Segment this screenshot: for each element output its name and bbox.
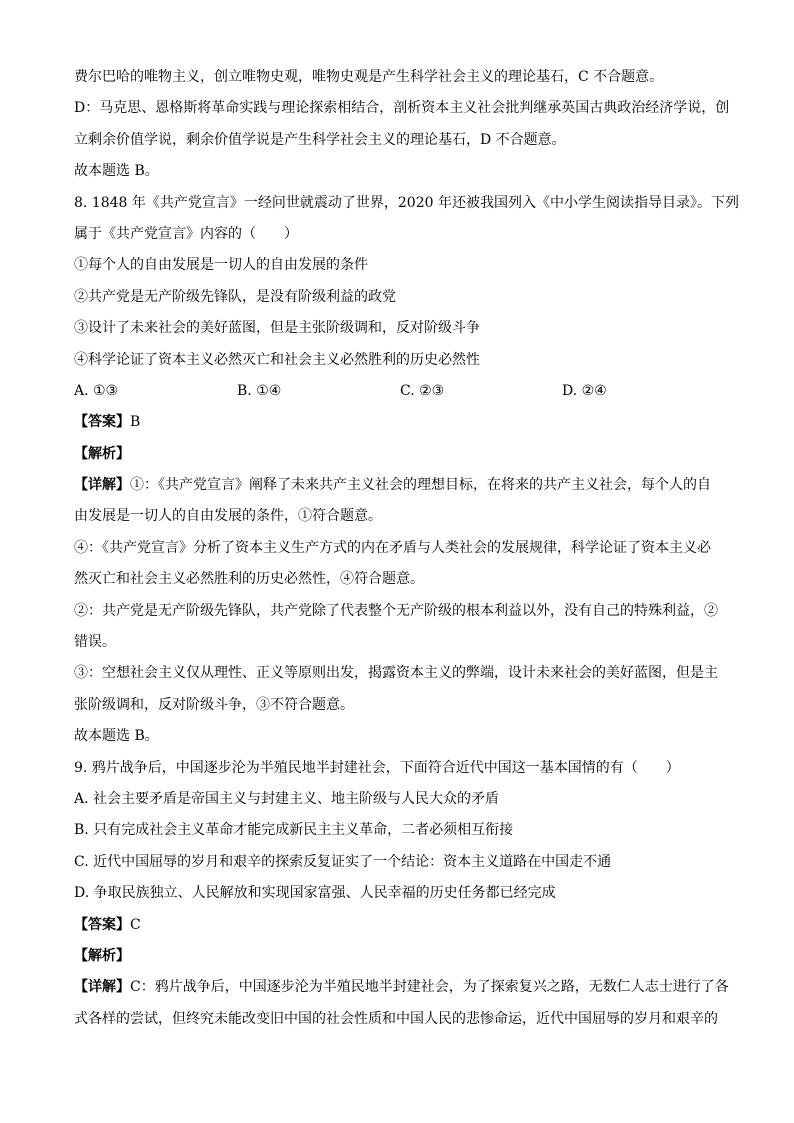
q8-options: [74, 376, 724, 407]
q9-option-c: C. 近代中国屈辱的岁月和艰辛的探索反复证实了一个结论：资本主义道路在中国走不通: [74, 853, 612, 870]
answer-value: C: [130, 916, 141, 933]
answer-value: B: [130, 414, 141, 431]
analysis-tag: 【解析】: [74, 947, 130, 964]
text-line: D：马克思、恩格斯将革命实践与理论探索相结合，剖析资本主义社会批判继承英国古典政治经济学说，创: [74, 100, 730, 117]
detail-tag: 【详解】: [74, 979, 130, 996]
q8-statement-2: ②共产党是无产阶级先锋队，是没有阶级利益的政党: [74, 288, 396, 305]
q9-answer: [74, 910, 724, 941]
text-line: 故本题选 B。: [74, 163, 159, 180]
q8-statement-1: ①每个人的自由发展是一切人的自由发展的条件: [74, 257, 368, 274]
q9-option-a: A. 社会主要矛盾是帝国主义与封建主义、地主阶级与人民大众的矛盾: [74, 790, 500, 807]
detail-text: ①：《共产党宣言》阐释了未来共产主义社会的理想目标，在将来的共产主义社会，每个人的自: [130, 477, 711, 494]
q8-detail-line: 然灭亡和社会主义必然胜利的历史必然性，④符合题意。: [74, 571, 424, 588]
question-9-stem: 9. 鸦片战争后，中国逐步沦为半殖民地半封建社会，下面符合近代中国这一基本国情的有（ ）: [74, 759, 680, 776]
q8-option-c: C. ②③: [400, 382, 445, 399]
q9-option-d: D. 争取民族独立、人民解放和实现国家富强、人民幸福的历史任务都已经完成: [74, 885, 556, 902]
q9-analysis: [74, 941, 724, 972]
q8-statement-3: ③设计了未来社会的美好蓝图，但是主张阶级调和，反对阶级斗争: [74, 320, 480, 337]
q9-detail-line: [74, 972, 729, 1003]
q8-detail-line: 错误。: [74, 634, 116, 651]
q9-option-b: B. 只有完成社会主义革命才能完成新民主主义革命，二者必须相互衔接: [74, 822, 514, 839]
q8-option-a: A. ①③: [74, 382, 119, 399]
q8-analysis: [74, 439, 724, 470]
q8-detail-line: ②：共产党是无产阶级先锋队，共产党除了代表整个无产阶级的根本利益以外，没有自己的特殊利益，②: [74, 602, 718, 619]
q8-option-d: D. ②④: [562, 382, 607, 399]
q8-option-b: B. ①④: [237, 382, 282, 399]
q8-answer: [74, 407, 724, 438]
document-page: [74, 62, 739, 1035]
q8-detail-line: 故本题选 B。: [74, 728, 159, 745]
answer-tag: 【答案】: [74, 414, 130, 431]
detail-text: C：鸦片战争后，中国逐步沦为半殖民地半封建社会，为了探索复兴之路，无数仁人志士进行了各: [130, 979, 729, 996]
q9-detail-line: 式各样的尝试，但终究未能改变旧中国的社会性质和中国人民的悲惨命运，近代中国屈辱的岁月和艰辛的: [74, 1010, 718, 1027]
q8-detail-line: ④：《共产党宣言》分析了资本主义生产方式的内在矛盾与人类社会的发展规律，科学论证了资本主义必: [74, 539, 711, 556]
q8-detail-line: 由发展是一切人的自由发展的条件，①符合题意。: [74, 508, 382, 525]
q8-statement-4: ④科学论证了资本主义必然灭亡和社会主义必然胜利的历史必然性: [74, 351, 480, 368]
answer-tag: 【答案】: [74, 916, 130, 933]
analysis-tag: 【解析】: [74, 445, 130, 462]
q8-detail-line: [74, 470, 724, 501]
detail-tag: 【详解】: [74, 477, 130, 494]
question-8-stem: 属于《共产党宣言》内容的（ ）: [74, 225, 298, 242]
text-line: 费尔巴哈的唯物主义，创立唯物史观，唯物史观是产生科学社会主义的理论基石，C 不合题意。: [74, 69, 664, 85]
question-8-stem: 8. 1848 年《共产党宣言》一经问世就震动了世界，2020 年还被我国列入《中小学生阅读指导目录》。下列: [74, 194, 739, 211]
q8-detail-line: 张阶级调和，反对阶级斗争，③不符合题意。: [74, 696, 354, 713]
text-line: 立剩余价值学说，剩余价值学说是产生科学社会主义的理论基石，D 不合题意。: [74, 131, 566, 148]
q8-detail-line: ③：空想社会主义仅从理性、正义等原则出发，揭露资本主义的弊端，设计未来社会的美好蓝图，但是主: [74, 665, 718, 682]
